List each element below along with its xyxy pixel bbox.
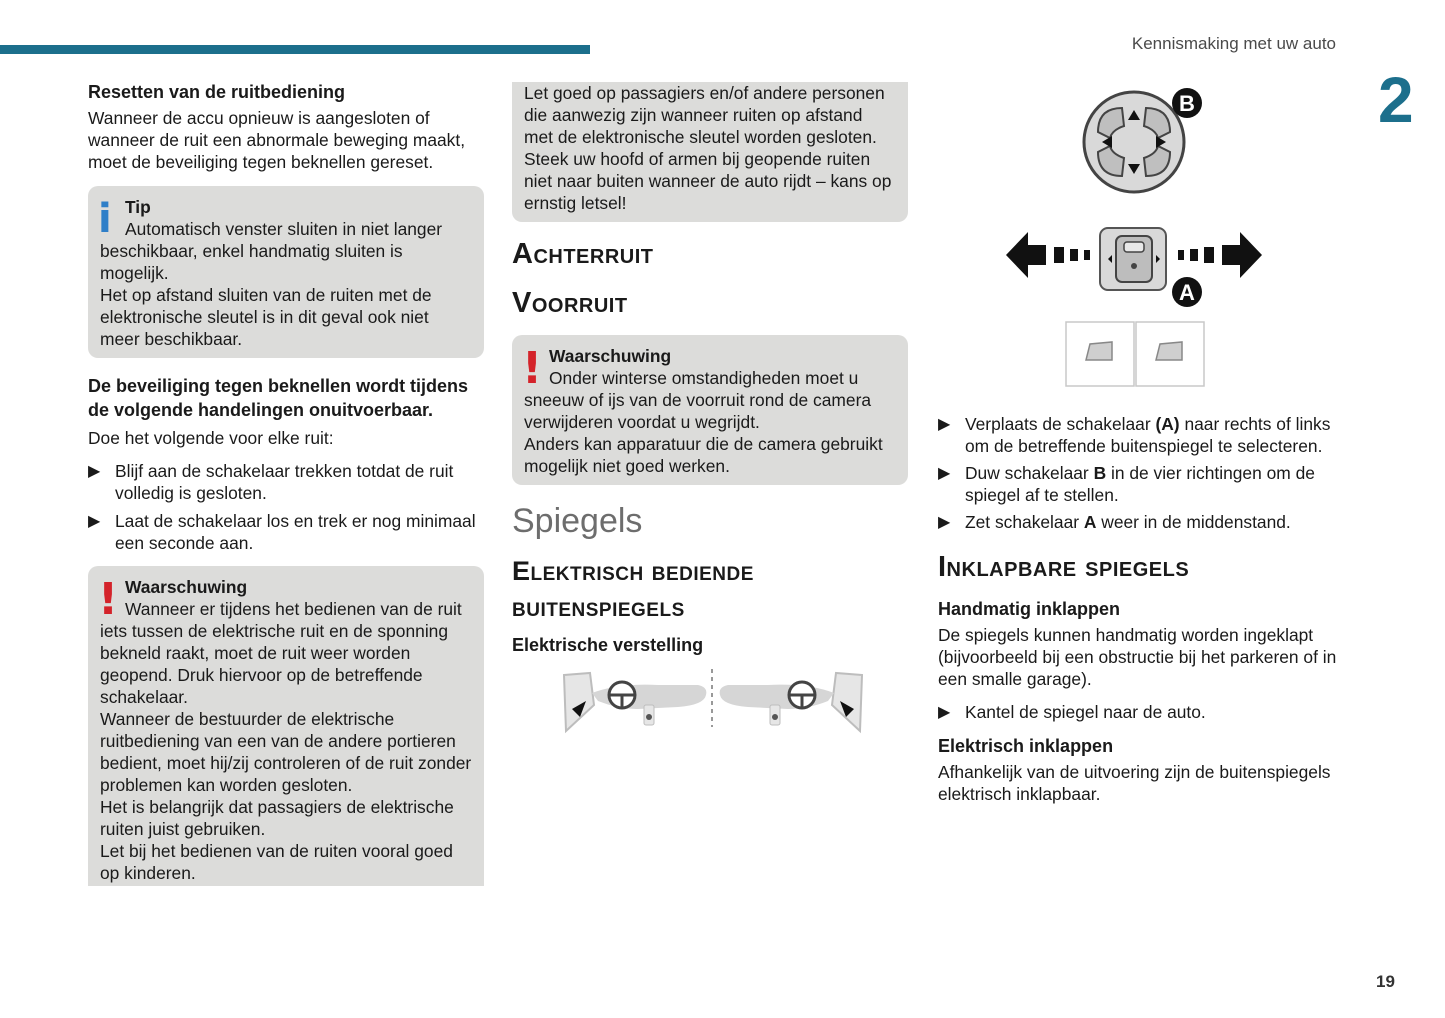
list-item-text: Blijf aan de schakelaar trekken totdat de ruit volledig is gesloten.: [115, 461, 454, 503]
page-number: 19: [1376, 972, 1395, 991]
running-header: Kennismaking met uw auto: [1131, 34, 1336, 53]
heading-voorruit: Voorruit: [512, 287, 628, 319]
label-a: A: [1179, 280, 1195, 305]
warning-title: Waarschuwing: [549, 346, 672, 366]
paragraph-reset: Wanneer de accu opnieuw is aangesloten of wanneer de ruit een abnormale beweging maakt, moet de beveiliging tegen beknellen gereset.: [88, 108, 466, 172]
column-left: [88, 80, 484, 886]
list-item: [938, 413, 1338, 457]
switch-a-icon: [1100, 228, 1166, 290]
play-arrow-icon: ▶: [938, 463, 951, 482]
warning-title: Waarschuwing: [125, 577, 248, 597]
play-arrow-icon: ▶: [938, 702, 951, 721]
info-icon: i: [98, 196, 112, 242]
paragraph-elektrisch: Afhankelijk van de uitvoering zijn de buitenspiegels elektrisch inklapbaar.: [938, 762, 1331, 804]
warning-text-1: Wanneer er tijdens het bedienen van de ruit iets tussen de elektrische ruit en de sponning bekneld raakt, moet de ruit weer worden geopend. Druk hiervoor op de betreffende schakelaar.: [100, 599, 462, 707]
subheading-elektrisch: Elektrisch inklappen: [938, 736, 1114, 756]
column-right: [938, 80, 1338, 805]
top-accent-bar: [0, 45, 590, 54]
mirror-selection-illustration: [558, 665, 868, 735]
heading-beveiliging: De beveiliging tegen beknellen wordt tijdens de volgende handelingen onuitvoerbaar.: [88, 376, 469, 420]
list-item-text: Zet schakelaar A weer in de middenstand.: [965, 512, 1291, 532]
warning-box-camera: [512, 335, 908, 485]
warning-box-continued: [512, 82, 908, 222]
tip-text-2: Het op afstand sluiten van de ruiten met de elektronische sleutel is in dit geval ook niet meer beschikbaar.: [100, 285, 432, 349]
warning-text-1: Onder winterse omstandigheden moet u sneeuw of ijs van de voorruit rond de camera verwijderen voordat u wegrijdt.: [524, 368, 872, 432]
heading-reset: Resetten van de ruitbediening: [88, 82, 346, 102]
warning-cont-text-1: Let goed op passagiers en/of andere personen die aanwezig zijn wanneer ruiten op afstand met de elektronische sleutel worden gesloten.: [524, 83, 885, 147]
list-item-text: Duw schakelaar B in de vier richtingen om de spiegel af te stellen.: [965, 463, 1315, 505]
play-arrow-icon: ▶: [938, 414, 951, 433]
list-item: [938, 511, 1338, 533]
warning-text-2: Wanneer de bestuurder de elektrische ruitbediening van een van de andere portieren bedient, moet hij/zij controleren of de ruit zonder problemen kan worden gesloten.: [100, 709, 472, 795]
exclamation-icon: !: [522, 343, 543, 394]
tip-title: Tip: [125, 197, 151, 217]
tip-text-1: Automatisch venster sluiten in niet langer beschikbaar, enkel handmatig sluiten is mogelijk.: [100, 219, 443, 283]
paragraph-handmatig: De spiegels kunnen handmatig worden ingeklapt (bijvoorbeeld bij een obstructie bij het parkeren of in een smalle garage).: [938, 625, 1337, 689]
warning-text-4: Let bij het bedienen van de ruiten vooral goed op kinderen.: [100, 841, 453, 883]
heading-inklapbare-spiegels: Inklapbare spiegels: [938, 551, 1190, 583]
warning-cont-text-2: Steek uw hoofd of armen bij geopende ruiten niet naar buiten wanneer de auto rijdt – kans op ernstig letsel!: [524, 149, 892, 213]
list-item: [88, 510, 484, 554]
play-arrow-icon: ▶: [88, 511, 101, 530]
heading-elektrisch-bediende: Elektrisch bediende buitenspiegels: [512, 556, 754, 622]
list-item: [938, 462, 1338, 506]
warning-box: [88, 566, 484, 886]
list-item-text: Kantel de spiegel naar de auto.: [965, 702, 1206, 722]
warning-text-3: Het is belangrijk dat passagiers de elektrische ruiten juist gebruiken.: [100, 797, 454, 839]
play-arrow-icon: ▶: [938, 512, 951, 531]
joystick-b-icon: [1084, 92, 1184, 192]
heading-achterruit: Achterruit: [512, 238, 654, 270]
warning-text-2: Anders kan apparatuur die de camera gebruikt mogelijk niet goed werken.: [524, 434, 883, 476]
chapter-number: 2: [1378, 64, 1414, 136]
list-item: [938, 701, 1338, 723]
mirror-switch-illustration: [998, 82, 1298, 392]
paragraph-per-ruit: Doe het volgende voor elke ruit:: [88, 428, 334, 448]
section-title-spiegels: Spiegels: [512, 502, 643, 540]
subheading-handmatig: Handmatig inklappen: [938, 599, 1121, 619]
column-middle: [512, 82, 908, 740]
exclamation-icon: !: [98, 574, 119, 625]
right-door-icon: [720, 673, 862, 731]
play-arrow-icon: ▶: [88, 461, 101, 480]
list-item: [88, 460, 484, 504]
list-item-text: Laat de schakelaar los en trek er nog minimaal een seconde aan.: [115, 511, 476, 553]
label-b: B: [1179, 91, 1195, 116]
mirror-indicator-icons: [1066, 322, 1204, 386]
subheading-verstelling: Elektrische verstelling: [512, 635, 704, 655]
tip-box: [88, 186, 484, 358]
list-item-text: Verplaats de schakelaar (A) naar rechts of links om de betreffende buitenspiegel te selecteren.: [965, 414, 1331, 456]
left-door-icon: [564, 673, 706, 731]
